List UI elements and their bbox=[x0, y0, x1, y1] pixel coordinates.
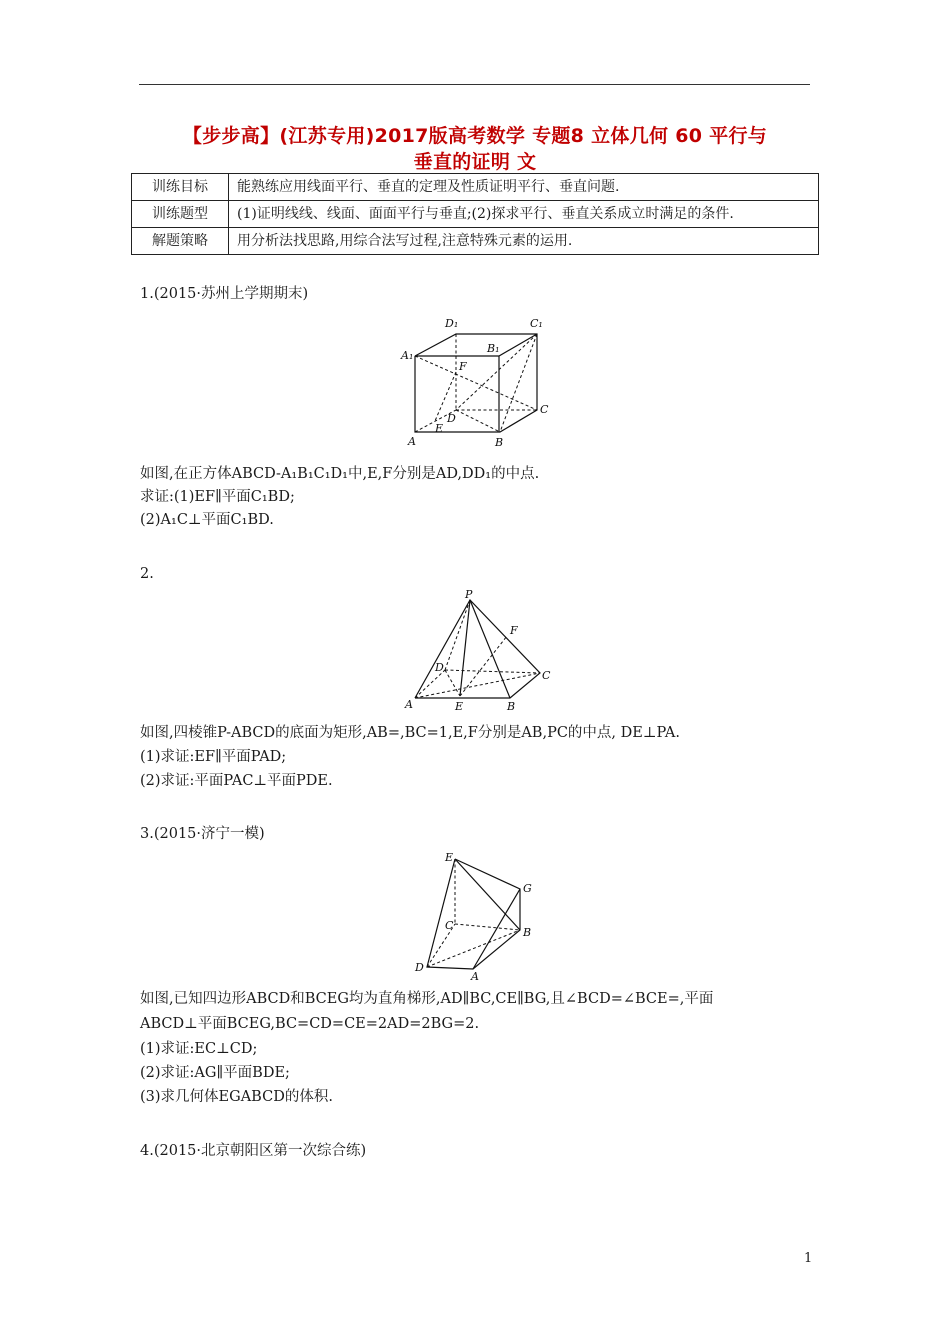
q1-part1: 求证:(1)EF∥平面C₁BD; bbox=[140, 489, 295, 505]
q4-header: 4.(2015·北京朝阳区第一次综合练) bbox=[140, 1143, 367, 1159]
table-row bbox=[132, 174, 819, 201]
table-key: 训练题型 bbox=[132, 201, 229, 228]
document-title bbox=[130, 123, 820, 175]
label-C: C bbox=[540, 403, 549, 416]
label-D: D bbox=[415, 961, 424, 974]
q3-part2: (2)求证:AG∥平面BDE; bbox=[140, 1065, 290, 1081]
label-C: C bbox=[542, 669, 551, 682]
table-key: 训练目标 bbox=[132, 174, 229, 201]
label-D: D bbox=[435, 661, 444, 674]
header-rule bbox=[139, 84, 810, 85]
title-line-2: 垂直的证明 文 bbox=[413, 151, 537, 173]
q1-stem: 如图,在正方体ABCD-A₁B₁C₁D₁中,E,F分别是AD,DD₁的中点. bbox=[140, 466, 540, 482]
title-line-1: 【步步高】(江苏专用)2017版高考数学 专题8 立体几何 60 平行与 bbox=[182, 125, 768, 147]
table-value: 用分析法找思路,用综合法写过程,注意特殊元素的运用. bbox=[229, 228, 819, 255]
q3-stem-line1: 如图,已知四边形ABCD和BCEG均为直角梯形,AD∥BC,CE∥BG,且∠BCD=∠BCE=,平面 bbox=[140, 991, 714, 1007]
cube-figure bbox=[395, 312, 560, 452]
label-B1: B₁ bbox=[487, 342, 500, 355]
pyramid-figure bbox=[395, 588, 560, 713]
table-row bbox=[132, 228, 819, 255]
q2-part2: (2)求证:平面PAC⊥平面PDE. bbox=[140, 773, 333, 789]
label-E: E bbox=[435, 422, 444, 435]
label-A: A bbox=[408, 435, 416, 448]
label-F: F bbox=[459, 360, 467, 373]
label-F: F bbox=[510, 624, 518, 637]
label-E: E bbox=[455, 700, 464, 713]
q3-header: 3.(2015·济宁一模) bbox=[140, 826, 265, 842]
page-number: 1 bbox=[804, 1251, 813, 1266]
table-value: (1)证明线线、线面、面面平行与垂直;(2)探求平行、垂直关系成立时满足的条件. bbox=[229, 201, 819, 228]
label-D1: D₁ bbox=[445, 317, 459, 330]
label-B: B bbox=[523, 926, 532, 939]
q3-part1: (1)求证:EC⊥CD; bbox=[140, 1041, 258, 1057]
label-B: B bbox=[507, 700, 516, 713]
q2-part1: (1)求证:EF∥平面PAD; bbox=[140, 749, 287, 765]
q1-header: 1.(2015·苏州上学期期末) bbox=[140, 286, 309, 302]
q1-part2: (2)A₁C⊥平面C₁BD. bbox=[140, 512, 274, 528]
label-A: A bbox=[471, 970, 479, 982]
table-row bbox=[132, 201, 819, 228]
label-A1: A₁ bbox=[401, 349, 414, 362]
trapezoid-solid-figure bbox=[405, 847, 550, 982]
q2-header: 2. bbox=[140, 566, 154, 582]
label-A: A bbox=[405, 698, 413, 711]
label-G: G bbox=[523, 882, 532, 895]
label-C: C bbox=[445, 919, 454, 932]
training-table bbox=[131, 173, 819, 255]
q2-stem: 如图,四棱锥P-ABCD的底面为矩形,AB=,BC=1,E,F分别是AB,PC的中点, DE⊥PA. bbox=[140, 725, 680, 741]
q3-stem-line2: ABCD⊥平面BCEG,BC=CD=CE=2AD=2BG=2. bbox=[140, 1016, 480, 1032]
label-B: B bbox=[495, 436, 504, 449]
label-P: P bbox=[465, 588, 473, 601]
label-C1: C₁ bbox=[530, 317, 543, 330]
q3-part3: (3)求几何体EGABCD的体积. bbox=[140, 1089, 333, 1105]
label-E: E bbox=[445, 851, 454, 864]
label-D: D bbox=[447, 412, 456, 425]
table-value: 能熟练应用线面平行、垂直的定理及性质证明平行、垂直问题. bbox=[229, 174, 819, 201]
table-key: 解题策略 bbox=[132, 228, 229, 255]
